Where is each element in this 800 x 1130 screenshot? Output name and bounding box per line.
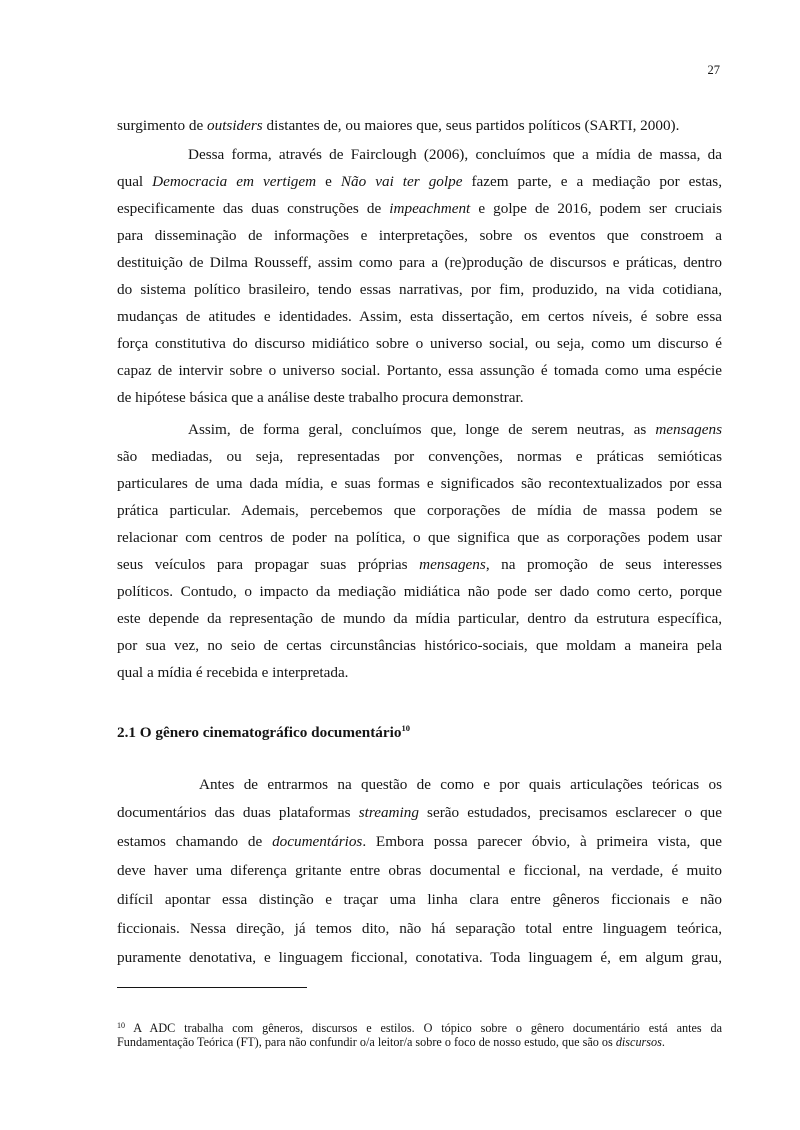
paragraph-line: políticos. Contudo, o impacto da mediação midiática não pode ser dado como certo, porque [117,583,722,600]
paragraph-line: especificamente das duas construções de impeachment e golpe de 2016, podem ser cruciais [117,200,722,217]
paragraph-line: deve haver uma diferença gritante entre obras documental e ficcional, na verdade, é muito [117,862,722,879]
paragraph-line: Dessa forma, através de Fairclough (2006), concluímos que a mídia de massa, da [188,146,722,163]
paragraph-line: Antes de entrarmos na questão de como e por quais articulações teóricas os [199,776,722,793]
italic-term: discursos [615,1035,662,1049]
paragraph-line: particulares de uma dada mídia, e suas formas e significados são recontextualizados por essa [117,475,722,492]
paragraph-line: são mediadas, ou seja, representadas por convenções, normas e práticas semióticas [117,448,722,465]
paragraph-line: difícil apontar essa distinção e traçar uma linha clara entre gêneros ficcionais e não [117,891,722,908]
paragraph-line: do sistema político brasileiro, tendo essas narrativas, por fim, produzido, na vida cotidiana, [117,281,722,298]
paragraph-line: para disseminação de informações e interpretações, sobre os eventos que constroem a [117,227,722,244]
paragraph-line: ficcionais. Nessa direção, já temos dito, não há separação total entre linguagem teórica, [117,920,722,937]
paragraph-line: prática particular. Ademais, percebemos que corporações de mídia de massa podem se [117,502,722,519]
italic-term: mensagens [419,556,486,573]
paragraph-line: destituição de Dilma Rousseff, assim como para a (re)produção de discursos e práticas, dentro [117,254,722,271]
paragraph-line: qual a mídia é recebida e interpretada. [117,664,349,681]
page-number: 27 [707,63,720,77]
paragraph-line: estamos chamando de documentários. Embora possa parecer óbvio, à primeira vista, que [117,833,722,850]
footnote-line: Fundamentação Teórica (FT), para não confundir o/a leitor/a sobre o foco de nosso estudo, que são os discursos. [117,1035,665,1049]
section-heading: 2.1 O gênero cinematográfico documentário$^{10}$ [117,723,410,741]
italic-title: Não vai ter golpe [340,173,463,190]
paragraph-line: puramente denotativa, e linguagem ficcional, conotativa. Toda linguagem é, em algum grau, [117,949,722,966]
footnote-reference[interactable]: 10 [401,723,410,733]
italic-term: outsiders [207,117,263,134]
footnote-number: 10 [117,1021,125,1030]
paragraph-line: força constitutiva do discurso midiático sobre o universo social, ou seja, como um discurso é [117,335,722,352]
paragraph-line: por sua vez, no seio de certas circunstâncias histórico-sociais, que moldam a maneira pela [117,637,722,654]
paragraph-line: qual Democracia em vertigem e Não vai ter golpe fazem parte, e a mediação por estas, [117,173,723,190]
paragraph-line: capaz de intervir sobre o universo social. Portanto, essa assunção é tomada como uma espécie [117,362,722,379]
paragraph-line: relacionar com centros de poder na política, o que significa que as corporações podem usar [117,529,722,546]
italic-term: mensagens [655,421,722,438]
paragraph-line: surgimento de outsiders distantes de, ou maiores que, seus partidos políticos (SARTI, 2000). [117,117,680,134]
footnote-line: $^{10}$ A ADC trabalha com gêneros, discursos e estilos. O tópico sobre o gênero documentário está antes da [117,1021,723,1035]
italic-title: Democracia em vertigem [152,173,317,190]
paragraph-line: seus veículos para propagar suas próprias mensagens, na promoção de seus interesses [117,556,722,573]
paragraph-line: documentários das duas plataformas streaming serão estudados, precisamos esclarecer o que [117,804,723,821]
italic-term: streaming [358,804,419,821]
italic-term: impeachment [389,200,471,217]
paragraph-line: de hipótese básica que a análise deste trabalho procura demonstrar. [117,389,524,406]
paragraph-line: Assim, de forma geral, concluímos que, longe de serem neutras, as mensagens [188,421,722,438]
footnote-separator [117,987,307,988]
paragraph-line: mudanças de atitudes e identidades. Assim, esta dissertação, em certos níveis, é sobre essa [117,308,722,325]
paragraph-line: este depende da representação de mundo da mídia particular, dentro da estrutura específica, [117,610,722,627]
italic-term: documentários [272,833,363,850]
